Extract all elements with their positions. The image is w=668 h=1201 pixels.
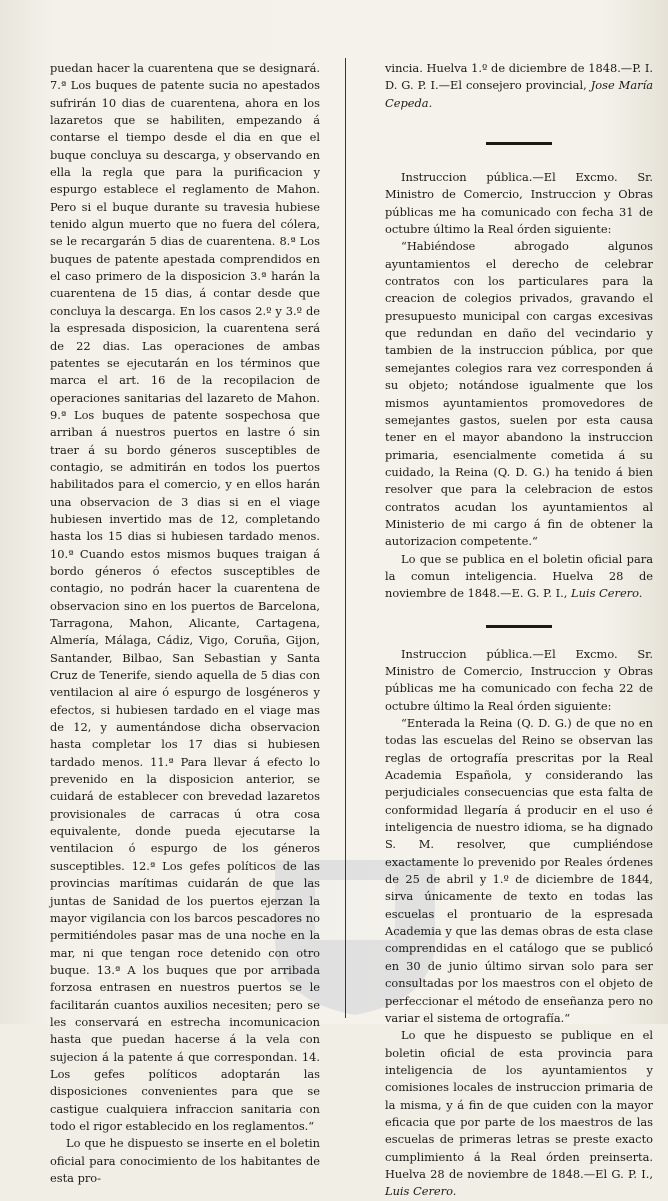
section-separator <box>486 142 552 145</box>
notice-2-signature: Luis Cerero. <box>385 1184 457 1199</box>
right-column <box>385 60 653 1201</box>
continuation-signature: Jose María Cepeda. <box>385 78 654 110</box>
column-divider <box>345 58 346 1018</box>
notice-2-quote: “Enterada la Reina (Q. D. G.) de que no en todas las escuelas del Reino se observan las reglas de ortografía prescritas por la Real Academia Española, y considerando las perjudiciales consecuencias que esta falta de conformidad llegaría á producir en el uso é inteligencia de nuestro idioma, se ha dignado S. M. resolver, que cumpliéndose exactamente lo prevenido por Reales órdenes de 25 de abril y 1.º de diciembre de 1844, sirva únicamente de texto en todas las escuelas el prontuario de la espresada Academia y que las demas obras de esta clase comprendidas en el catálogo que se publicó en 30 de junio último sirvan solo para ser consultadas por los maestros con el objeto de perfeccionar el método de enseñanza pero no variar el sistema de ortografía.“ <box>385 716 653 1025</box>
notice-1-closing-paragraph <box>385 551 653 603</box>
notice-1-closing: Lo que se publica en el boletin oficial para la comun inteligencia. Huelva 28 de noviembre de 1848.—E. G. P. I., <box>385 551 653 601</box>
notice-orthography <box>385 646 653 1201</box>
notice-1-signature: Luis Cerero. <box>571 586 643 601</box>
notice-schools-contracts <box>385 169 653 603</box>
continuation-text: vincia. Huelva 1.º de diciembre de 1848.—P. I. D. G. P. I.—El consejero provincial, <box>385 61 653 93</box>
left-column <box>50 60 320 1187</box>
notice-2-intro: Instruccion pública.—El Excmo. Sr. Ministro de Comercio, Instruccion y Obras públicas me ha comunicado con fecha 22 de octubre último la Real órden siguiente: <box>385 646 653 713</box>
regulation-text: puedan hacer la cuarentena que se designará. 7.ª Los buques de patente sucia no apestados sufrirán 10 dias de cuarentena, ahora en los lazaretos que se habiliten, empezando á contarse el tiempo desde el dia en que el buque concluya su descarga, y observando en ella la regla que para la purificacion y espurgo establece el reglamento de Mahon. Pero si el buque durante su travesia hubiese tenido algun muerto que no fuera del cólera, se le recargarán 5 dias de cuarentena. 8.ª Los buques de patente apestada comprendidos en el caso primero de la disposicion 3.ª harán la cuarentena de 15 dias, á contar desde que concluya la descarga. En los casos 2.º y 3.º de la espresada disposicion, la cuarentena será de 22 dias. Las operaciones de ambas patentes se ejecutarán en los términos que marca el art. 16 de la recopilacion de operaciones sanitarias del lazareto de Mahon. 9.ª Los buques de patente sospechosa que arriban á nuestros puertos en lastre ó sin traer á su bordo géneros susceptibles de contagio, se admitirán en todos los puertos habilitados para el comercio, y en ellos harán una observacion de 3 dias si en el viage hubiesen invertido mas de 12, completando hasta los 15 dias si hubiesen tardado menos. 10.ª Cuando estos mismos buques traigan á bordo géneros ó efectos susceptibles de contagio, no podrán hacer la cuarentena de observacion sino en los puertos de Barcelona, Tarragona, Mahon, Alicante, Cartagena, Almería, Málaga, Cádiz, Vigo, Coruña, Gijon, Santander, Bilbao, San Sebastian y Santa Cruz de Tenerife, siendo aquella de 5 dias con ventilacion al aire ó espurgo de losgéneros y efectos, si hubiesen tardado en el viage mas de 12, y aumentándose dicha observacion hasta completar los 17 dias si hubiesen tardado menos. 11.ª Para llevar á efecto lo prevenido en la disposicion anterior, se cuidará de establecer con brevedad lazaretos provisionales de carracas ú otra cosa equivalente, donde pueda ejecutarse la ventilacion ó espurgo de los géneros susceptibles. 12.ª Los gefes políticos de las provincias marítimas cuidarán de que las juntas de Sanidad de los puertos ejerzan la mayor vigilancia con los barcos pescadores no permitiéndoles pasar mas de una noche en la mar, ni que tengan roce detenido con otro buque. 13.ª A los buques que por arribada forzosa entrasen en nuestros puertos se le facilitarán cuantos auxilios necesiten; pero se les conservará en estrecha incomunicacion hasta que puedan hacerse á la vela con sujecion á la patente á que correspondan. 14. Los gefes políticos adoptarán las disposiciones convenientes para que se castigue cualquiera infraccion sanitaria con todo el rigor establecido en los reglamentos.“ <box>50 61 320 1133</box>
section-separator <box>486 625 552 628</box>
notice-1-quote: “Habiéndose abrogado algunos ayuntamientos el derecho de celebrar contratos con los particulares para la creacion de colegios privados, gravando el presupuesto municipal con cargas excesivas que redundan en daño del vecindario y tambien de la instruccion pública, por que semejantes colegios rara vez corresponden á su objeto; notándose igualmente que los mismos ayuntamientos promovedores de semejantes gastos, suelen por esta causa tener en el mayor abandono la instruccion primaria, esencialmente cometida á su cuidado, la Reina (Q. D. G.) ha tenido á bien resolver que para la celebracion de estos contratos acudan los ayuntamientos al Ministerio de mi cargo á fin de obtener la autorizacion competente.“ <box>385 239 653 549</box>
notice-1-intro: Instruccion pública.—El Excmo. Sr. Ministro de Comercio, Instruccion y Obras públicas me ha comunicado con fecha 31 de octubre último la Real órden siguiente: <box>385 170 653 237</box>
continuation-paragraph <box>385 60 653 112</box>
notice-2-closing-paragraph <box>385 1027 653 1200</box>
notice-2-closing: Lo que he dispuesto se publique en el boletin oficial de esta provincia para inteligencia de los ayuntamientos y comisiones locales de instruccion primaria de la misma, y á fin de que cuiden con la mayor eficacia que por parte de los maestros de las escuelas de primeras letras se preste exacto cumplimiento á la Real órden preinserta. Huelva 28 de noviembre de 1848.—El G. P. I., <box>385 1028 653 1181</box>
closing-paragraph: Lo que he dispuesto se inserte en el boletin oficial para conocimiento de los habitantes de esta pro- <box>50 1136 320 1185</box>
